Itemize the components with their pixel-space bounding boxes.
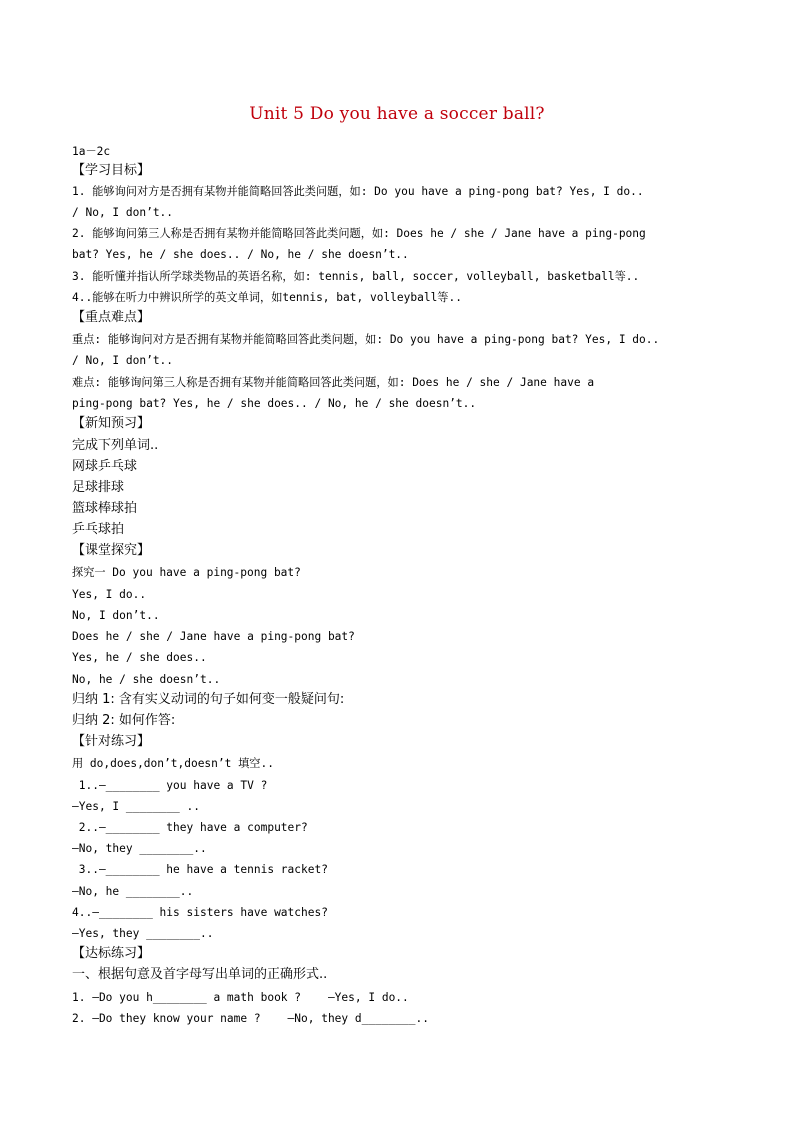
target-q1: 1. —Do you h________ a math book ? —Yes, I do.. xyxy=(72,991,409,1004)
document-title: Unit 5 Do you have a soccer ball? xyxy=(249,104,545,124)
preview-instruction: 完成下列单词.. xyxy=(72,438,159,453)
objective-1-cont: / No, I don’t.. xyxy=(72,206,174,219)
vocab-line-4: 乒乓球拍 xyxy=(72,522,125,537)
section-label: 1a－2c xyxy=(72,145,111,158)
heading-practice: 【针对练习】 xyxy=(72,734,151,749)
practice-q3: 3..—________ he have a tennis racket? xyxy=(72,863,328,876)
exploration-answer-3: Yes, he / she does.. xyxy=(72,651,207,664)
heading-objectives: 【学习目标】 xyxy=(72,163,151,178)
vocab-line-2: 足球排球 xyxy=(72,480,125,495)
objective-4: 4..能够在听力中辨识所学的英文单词，如tennis, bat, volleyball等.. xyxy=(72,291,462,304)
practice-q2: 2..—________ they have a computer? xyxy=(72,821,308,834)
summary-1: 归纳 1: 含有实义动词的句子如何变一般疑问句: xyxy=(72,692,345,707)
exploration-question-2: Does he / she / Jane have a ping-pong bat? xyxy=(72,630,355,643)
heading-target-practice: 【达标练习】 xyxy=(72,946,151,961)
key-point: 重点: 能够询问对方是否拥有某物并能简略回答此类问题，如: Do you have a ping-pong bat? Yes, I do.. xyxy=(72,333,660,346)
practice-a1: —Yes, I ________ .. xyxy=(72,800,200,813)
objective-1: 1. 能够询问对方是否拥有某物并能简略回答此类问题，如: Do you have a ping-pong bat? Yes, I do.. xyxy=(72,185,644,198)
exploration-answer-1: Yes, I do.. xyxy=(72,588,147,601)
practice-q4: 4..—________ his sisters have watches? xyxy=(72,906,328,919)
exploration-answer-2: No, I don’t.. xyxy=(72,609,160,622)
heading-key-points: 【重点难点】 xyxy=(72,310,151,325)
objective-2-cont: bat? Yes, he / she does.. / No, he / she doesn’t.. xyxy=(72,248,409,261)
target-q2: 2. —Do they know your name ? —No, they d________.. xyxy=(72,1012,429,1025)
practice-q1: 1..—________ you have a TV ? xyxy=(72,779,268,792)
exploration-question: 探究一 Do you have a ping-pong bat? xyxy=(72,566,301,579)
exploration-answer-4: No, he / she doesn’t.. xyxy=(72,673,221,686)
difficult-point-cont: ping-pong bat? Yes, he / she does.. / No, he / she doesn’t.. xyxy=(72,397,477,410)
practice-a3: —No, he ________.. xyxy=(72,885,194,898)
objective-2: 2. 能够询问第三人称是否拥有某物并能简略回答此类问题，如: Does he / she / Jane have a ping-pong xyxy=(72,227,646,240)
heading-exploration: 【课堂探究】 xyxy=(72,543,151,558)
practice-a2: —No, they ________.. xyxy=(72,842,207,855)
summary-2: 归纳 2: 如何作答: xyxy=(72,713,176,728)
objective-3: 3. 能听懂并指认所学球类物品的英语名称，如: tennis, ball, soccer, volleyball, basketball等.. xyxy=(72,270,640,283)
difficult-point: 难点: 能够询问第三人称是否拥有某物并能简略回答此类问题，如: Does he / she / Jane have a xyxy=(72,376,595,389)
practice-instruction: 用 do,does,don’t,doesn’t 填空.. xyxy=(72,757,274,770)
target-instruction: 一、根据句意及首字母写出单词的正确形式.. xyxy=(72,967,328,982)
practice-a4: —Yes, they ________.. xyxy=(72,927,214,940)
vocab-line-3: 篮球棒球拍 xyxy=(72,501,138,516)
heading-preview: 【新知预习】 xyxy=(72,416,151,431)
key-point-cont: / No, I don’t.. xyxy=(72,354,174,367)
vocab-line-1: 网球乒乓球 xyxy=(72,459,138,474)
